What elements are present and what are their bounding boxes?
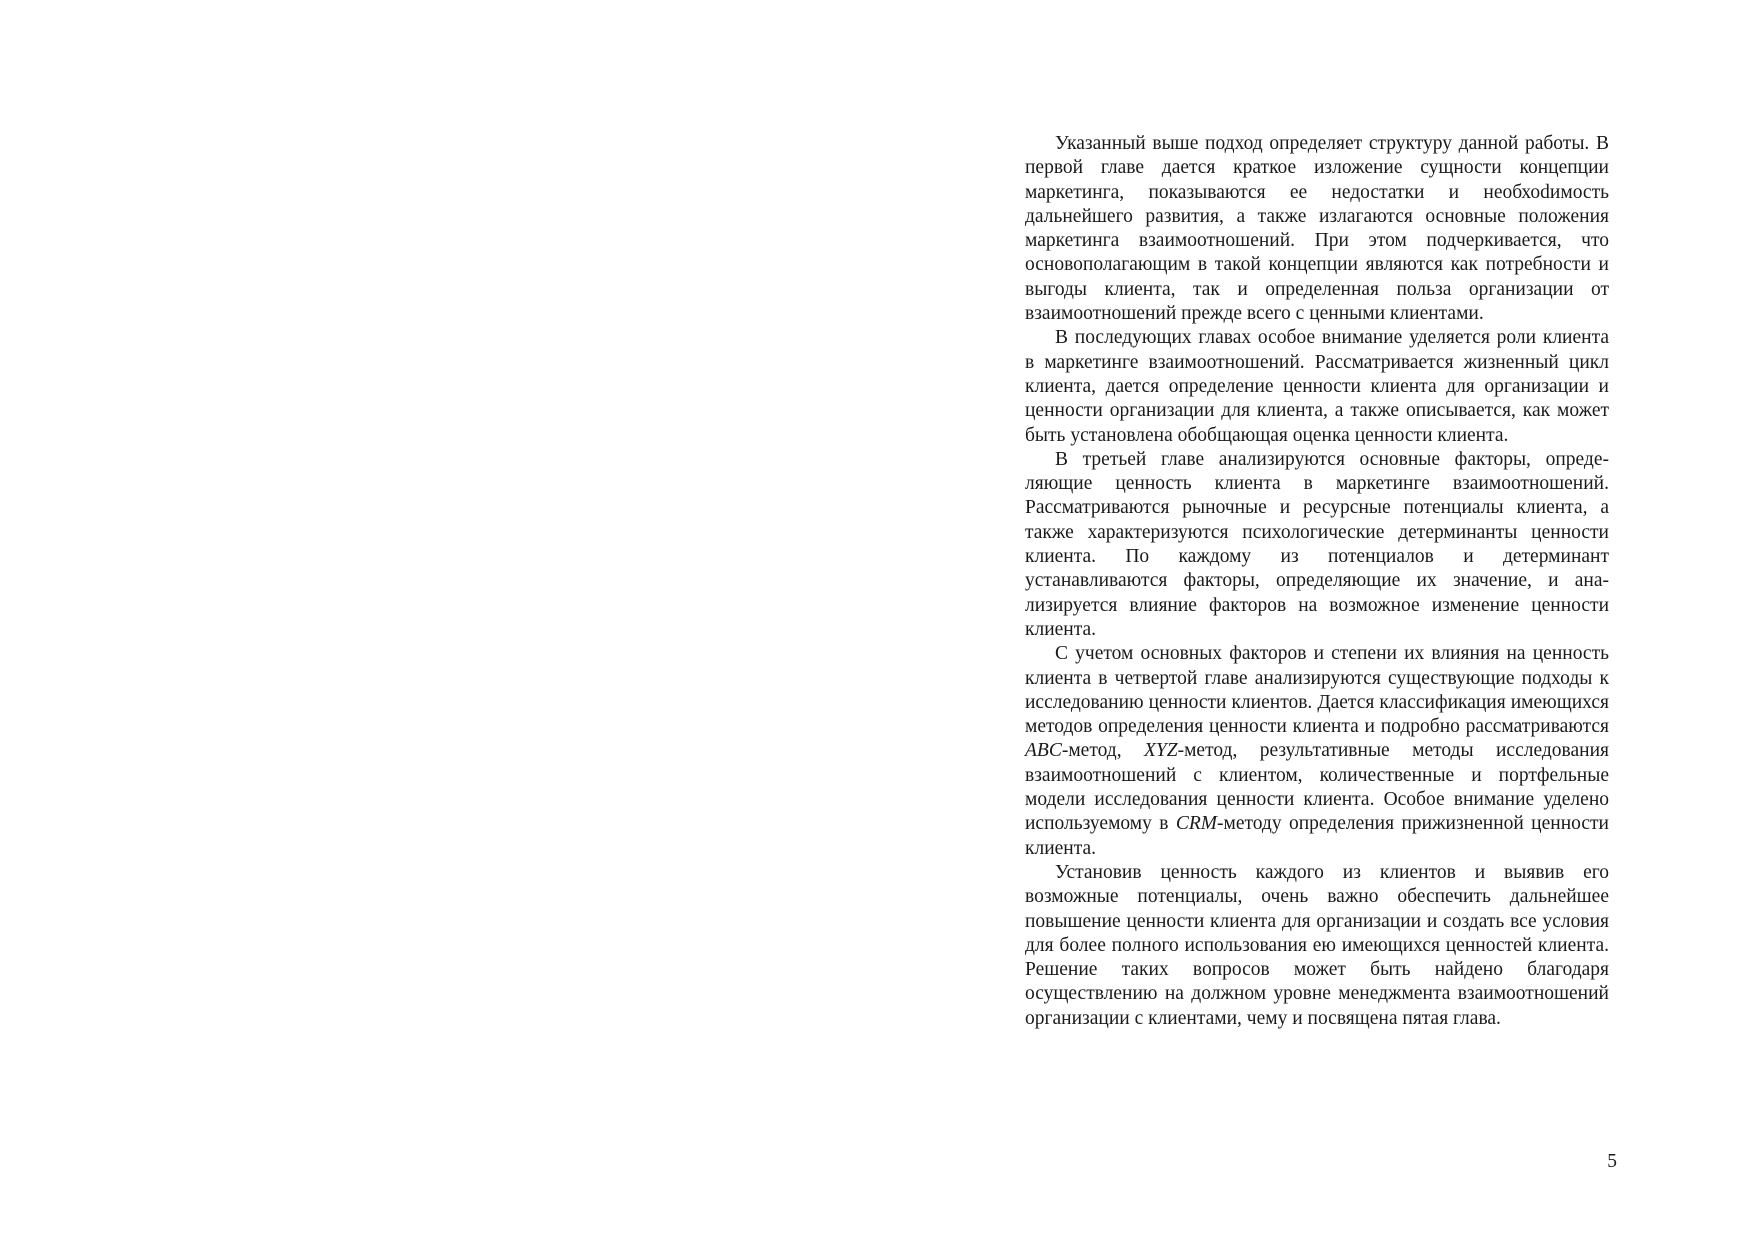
body-text	[1025, 132, 1609, 1031]
paragraph-4: С учетом основных факторов и степени их влияния на ценность клиента в четвертой главе анализируются существующие подходы к исследованию ценности клиентов. Дается классификация имеющихся методов определения ценности клиента и подробно рассматриваются ABC-метод, XYZ-метод, результативные методы исследования взаимоотношений с клиентом, количественные и портфельные модели исследования ценности клиента. Особое внимание уделено используемому в CRM-методу определения прижизненной ценности клиента.	[1025, 643, 1609, 859]
method-abbreviation: XYZ	[1143, 740, 1178, 762]
paragraph-5: Установив ценность каждого из клиентов и выявив его возможные потенциалы, очень важно обеспечить дальнейшее повышение ценности клиента для организации и создать все условия для более полного использования ею имеющихся ценностей клиента. Решение таких вопросов может быть найдено благодаря осуществлению на должном уровне менеджмента взаимоотношений организации с клиентами, чему и посвящена пятая глава.	[1025, 861, 1609, 1029]
method-abbreviation: ABC	[1025, 740, 1062, 762]
page-number: 5	[1607, 1151, 1617, 1172]
method-abbreviation: CRM	[1175, 813, 1217, 835]
paragraph-3: В третьей главе анализируются основные факторы, определяющие ценность клиента в маркетинге взаимоотношений. Рассматриваются рыночные и ресурсные потенциалы клиента, а также характеризуются психологические детерминанты ценности клиента. По каждому из потенциалов и детерминант устанавливаются факторы, определяющие их значение, и анализируется влияние факторов на возможное изменение ценности клиента.	[1025, 448, 1609, 640]
paragraph-2: В последующих главах особое внимание уделяется роли клиента в маркетинге взаимоотношений. Рассматривается жизненный цикл клиента, дается определение ценности клиента для организации и ценности организации для клиента, а также описывается, как может быть установлена обобщающая оценка ценности клиента.	[1025, 327, 1609, 446]
left-page-blank	[0, 0, 877, 1240]
right-page	[877, 0, 1755, 1240]
paragraph-1: Указанный выше подход определяет структуру данной работы. В первой главе дается краткое изложение сущности концепции маркетинга, показываются ее недостатки и необхоdимость дальнейшего развития, а также излагаются основные положения маркетинга взаимоотношений. При этом подчеркивается, что основополагающим в такой концепции являются как потребности и выгоды клиента, так и определенная польза организации от взаимоотношений прежде всего с ценными клиентами.	[1025, 133, 1609, 325]
